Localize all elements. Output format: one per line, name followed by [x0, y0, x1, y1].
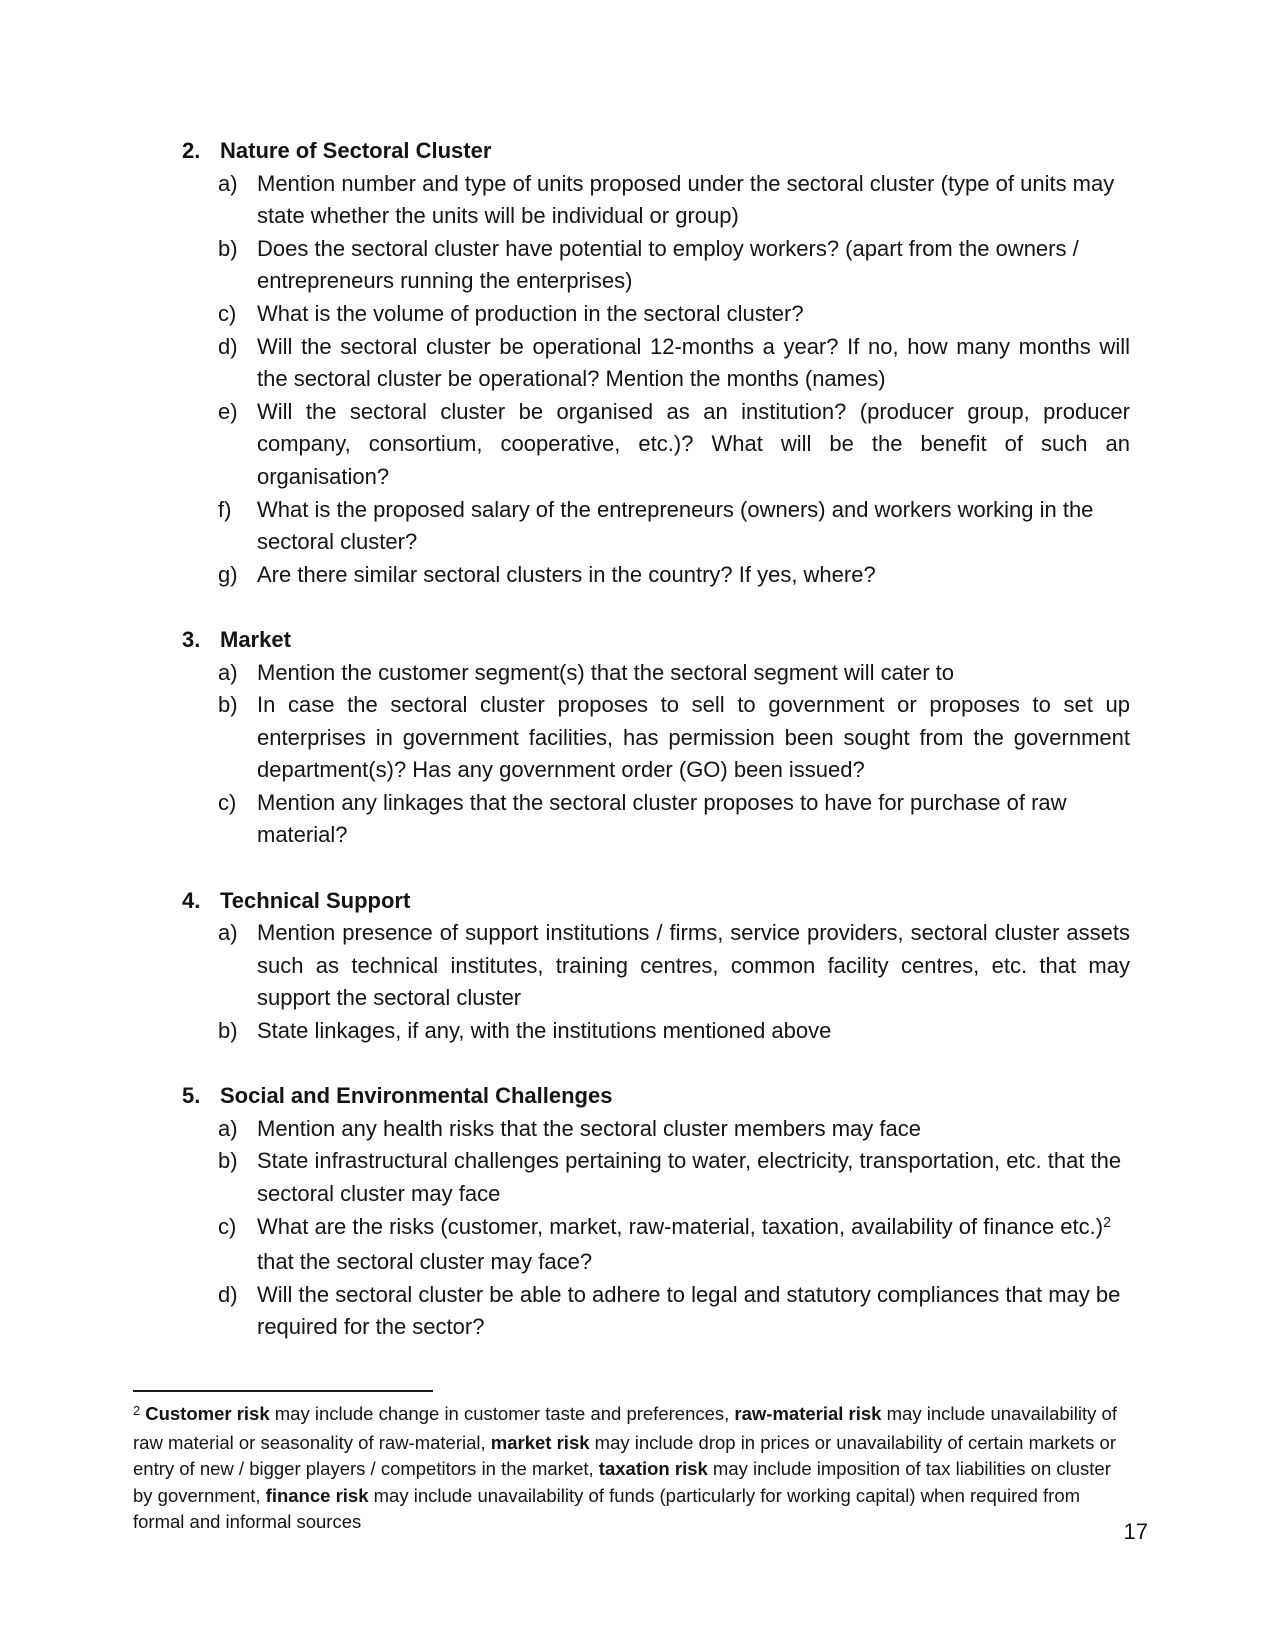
section-heading	[182, 624, 1130, 657]
section-heading	[182, 885, 1130, 918]
list-item	[182, 787, 1130, 852]
section-number: 4.	[182, 887, 201, 913]
list-item	[182, 559, 1130, 592]
footnote-reference-superscript: 2	[1103, 1215, 1112, 1232]
item-text: Mention presence of support institutions / firms, service providers, sectoral cluster assets such as technical institutes, training centres, common facility centres, etc. that may support the sectoral cluster	[257, 920, 1130, 1011]
item-letter: a)	[218, 920, 238, 946]
item-letter: a)	[218, 170, 238, 196]
section-technical-support	[182, 885, 1130, 1048]
section-number: 3.	[182, 626, 201, 652]
footnote-text	[133, 1401, 1135, 1536]
footnote-segment: may include unavailability of raw material or seasonality of raw-material,	[133, 1403, 1117, 1453]
section-title: Technical Support	[220, 887, 411, 913]
item-text: Will the sectoral cluster be organised as an institution? (producer group, producer company, consortium, cooperative, etc.)? What will be the benefit of such an organisation?	[257, 398, 1130, 489]
footnote-marker: 2	[133, 1402, 141, 1418]
list-item	[182, 689, 1130, 787]
section-social-environmental-challenges	[182, 1080, 1130, 1344]
item-text: State infrastructural challenges pertaining to water, electricity, transportation, etc. that the sectoral cluster may face	[257, 1148, 1122, 1206]
item-text: Will the sectoral cluster be operational 12-months a year? If no, how many months will the sectoral cluster be operational? Mention the months (names)	[257, 333, 1130, 392]
item-text: Will the sectoral cluster be able to adhere to legal and statutory compliances that may be required for the sector?	[257, 1281, 1121, 1340]
section-number: 5.	[182, 1083, 201, 1109]
item-letter: b)	[218, 1148, 238, 1174]
item-text: Are there similar sectoral clusters in the country? If yes, where?	[257, 561, 876, 587]
item-letter: d)	[218, 1281, 238, 1307]
item-letter: e)	[218, 398, 238, 424]
item-text: Mention the customer segment(s) that the sectoral segment will cater to	[257, 659, 954, 685]
item-text	[257, 1211, 1130, 1279]
item-letter: c)	[218, 789, 237, 815]
list-item	[182, 331, 1130, 396]
item-letter: a)	[218, 1115, 238, 1141]
footnote-separator-rule	[133, 1390, 433, 1392]
item-letter: b)	[218, 692, 238, 718]
item-text: State linkages, if any, with the institutions mentioned above	[257, 1018, 832, 1044]
footnote-term: Customer risk	[145, 1403, 270, 1424]
footnote-segment: may include unavailability of funds (particularly for working capital) when required from formal and informal sources	[133, 1484, 1081, 1533]
item-text: What is the volume of production in the sectoral cluster?	[257, 300, 804, 326]
list-item	[182, 168, 1130, 233]
item-letter: d)	[218, 333, 238, 359]
footnote	[133, 1390, 1135, 1536]
item-text-pre: What are the risks (customer, market, raw-material, taxation, availability of finance etc.)	[257, 1213, 1104, 1239]
list-item	[182, 494, 1130, 559]
item-text: Mention any linkages that the sectoral cluster proposes to have for purchase of raw material?	[257, 789, 1067, 848]
section-number: 2.	[182, 138, 201, 163]
footnote-term: raw-material risk	[734, 1403, 882, 1424]
item-text: What is the proposed salary of the entrepreneurs (owners) and workers working in the sectoral cluster?	[257, 496, 1094, 555]
item-letter: c)	[218, 1213, 237, 1239]
item-text: Mention any health risks that the sectoral cluster members may face	[257, 1115, 921, 1141]
footnote-term: finance risk	[265, 1484, 369, 1506]
section-market	[182, 624, 1130, 852]
list-item	[182, 1279, 1130, 1344]
item-text: Does the sectoral cluster have potential to employ workers? (apart from the owners / entrepreneurs running the enterprises)	[257, 235, 1079, 294]
section-heading	[182, 1080, 1130, 1113]
section-title: Market	[220, 626, 291, 652]
list-item	[182, 396, 1130, 494]
item-letter: b)	[218, 1018, 238, 1044]
list-item	[182, 917, 1130, 1015]
section-title: Nature of Sectoral Cluster	[220, 138, 492, 163]
footnote-term: taxation risk	[598, 1458, 708, 1480]
item-letter: b)	[218, 235, 238, 261]
item-letter: g)	[218, 561, 238, 587]
list-item	[182, 657, 1130, 690]
section-heading	[182, 135, 1130, 168]
footnote-segment: may include drop in prices or unavailability of certain markets or entry of new / bigger players / competitors in the market,	[133, 1431, 1116, 1480]
item-text-post: that the sectoral cluster may face?	[257, 1249, 593, 1275]
item-text: In case the sectoral cluster proposes to sell to government or proposes to set up enterprises in government facilities, has permission been sought from the government department(s)? Has any government order (GO) been issued?	[257, 692, 1130, 783]
item-letter: a)	[218, 659, 238, 685]
footnote-term: market risk	[490, 1431, 590, 1453]
footnote-segment: may include imposition of tax liabilities on cluster by government,	[133, 1458, 1111, 1506]
item-letter: c)	[218, 300, 237, 326]
page-number: 17	[1123, 1519, 1148, 1544]
list-item	[182, 233, 1130, 298]
list-item	[182, 1145, 1130, 1210]
document-body	[182, 135, 1130, 1344]
section-title: Social and Environmental Challenges	[220, 1083, 613, 1109]
item-letter: f)	[218, 496, 232, 522]
footnote-segment: may include change in customer taste and preferences,	[269, 1403, 735, 1424]
list-item	[182, 298, 1130, 331]
item-text: Mention number and type of units proposed under the sectoral cluster (type of units may state whether the units will be individual or group)	[257, 170, 1115, 229]
list-item	[182, 1113, 1130, 1146]
list-item	[182, 1015, 1130, 1048]
list-item	[182, 1211, 1130, 1279]
section-nature-of-sectoral-cluster	[182, 135, 1130, 591]
